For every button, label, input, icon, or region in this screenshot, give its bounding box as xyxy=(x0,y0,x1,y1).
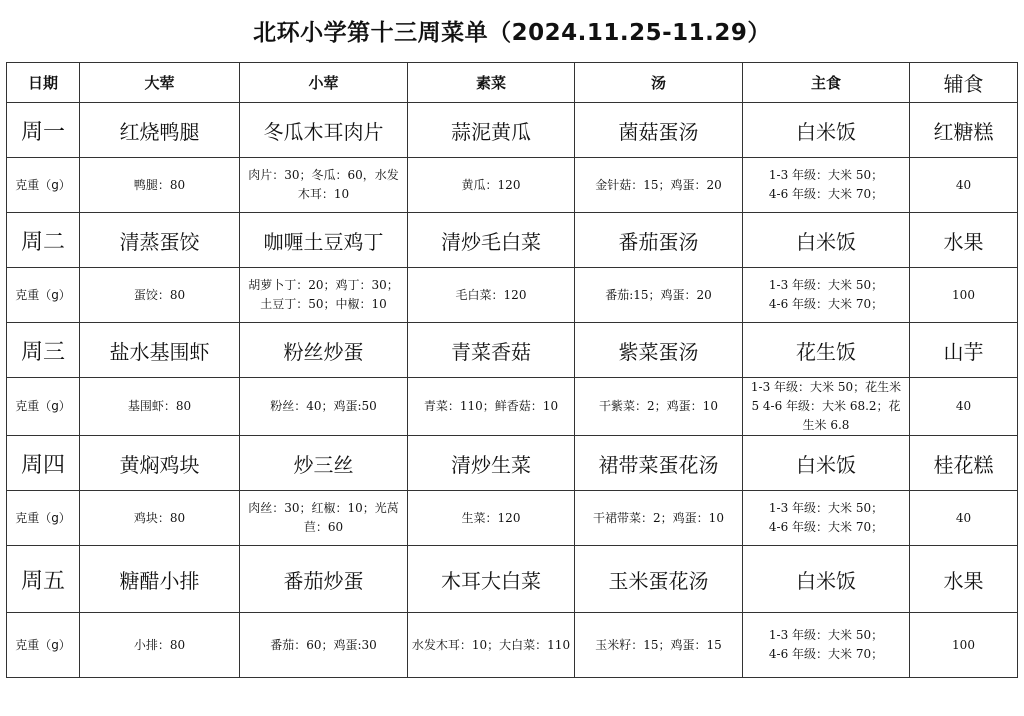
dish-main-meat: 黄焖鸡块 xyxy=(80,436,240,491)
header-soup: 汤 xyxy=(575,63,743,103)
dish-snack: 红糖糕 xyxy=(910,103,1018,158)
qty-vegetable: 青菜：110；鲜香菇：10 xyxy=(408,378,575,436)
page-title: 北环小学第十三周菜单（2024.11.25-11.29） xyxy=(253,20,771,46)
qty-snack: 100 xyxy=(910,613,1018,678)
qty-vegetable: 水发木耳：10；大白菜：110 xyxy=(408,613,575,678)
dish-side-meat: 炒三丝 xyxy=(240,436,408,491)
qty-side-meat: 肉丝：30；红椒：10；光莴苣：60 xyxy=(240,491,408,546)
qty-snack: 40 xyxy=(910,491,1018,546)
dish-side-meat: 番茄炒蛋 xyxy=(240,546,408,613)
header-snack: 辅食 xyxy=(910,63,1018,103)
qty-staple: 1-3 年级：大米 50； 4-6 年级：大米 70； xyxy=(743,158,910,213)
dish-snack: 水果 xyxy=(910,213,1018,268)
qty-label: 克重（g） xyxy=(7,378,80,436)
qty-soup: 干裙带菜：2；鸡蛋：10 xyxy=(575,491,743,546)
day-label: 周一 xyxy=(7,103,80,158)
day-label: 周三 xyxy=(7,323,80,378)
day-label: 周四 xyxy=(7,436,80,491)
qty-row-tue xyxy=(7,268,1018,323)
qty-snack: 100 xyxy=(910,268,1018,323)
qty-main-meat: 基围虾：80 xyxy=(80,378,240,436)
qty-row-wed xyxy=(7,378,1018,436)
qty-label: 克重（g） xyxy=(7,491,80,546)
qty-row-fri xyxy=(7,613,1018,678)
header-staple: 主食 xyxy=(743,63,910,103)
dish-main-meat: 糖醋小排 xyxy=(80,546,240,613)
dish-row-thu xyxy=(7,436,1018,491)
dish-vegetable: 木耳大白菜 xyxy=(408,546,575,613)
qty-snack: 40 xyxy=(910,378,1018,436)
dish-side-meat: 冬瓜木耳肉片 xyxy=(240,103,408,158)
qty-soup: 干紫菜：2；鸡蛋：10 xyxy=(575,378,743,436)
dish-staple: 花生饭 xyxy=(743,323,910,378)
qty-vegetable: 毛白菜：120 xyxy=(408,268,575,323)
dish-staple: 白米饭 xyxy=(743,436,910,491)
header-side-meat: 小荤 xyxy=(240,63,408,103)
dish-side-meat: 粉丝炒蛋 xyxy=(240,323,408,378)
qty-staple: 1-3 年级：大米 50；花生米 5 4-6 年级：大米 68.2；花生米 6.8 xyxy=(743,378,910,436)
dish-row-tue xyxy=(7,213,1018,268)
dish-main-meat: 盐水基围虾 xyxy=(80,323,240,378)
qty-main-meat: 鸭腿：80 xyxy=(80,158,240,213)
dish-staple: 白米饭 xyxy=(743,103,910,158)
qty-staple: 1-3 年级：大米 50； 4-6 年级：大米 70； xyxy=(743,491,910,546)
qty-side-meat: 粉丝：40；鸡蛋:50 xyxy=(240,378,408,436)
qty-vegetable: 生菜：120 xyxy=(408,491,575,546)
header-date: 日期 xyxy=(7,63,80,103)
qty-side-meat: 肉片：30；冬瓜：60，水发木耳：10 xyxy=(240,158,408,213)
dish-row-fri xyxy=(7,546,1018,613)
qty-row-thu xyxy=(7,491,1018,546)
dish-main-meat: 清蒸蛋饺 xyxy=(80,213,240,268)
dish-row-wed xyxy=(7,323,1018,378)
dish-snack: 水果 xyxy=(910,546,1018,613)
dish-snack: 山芋 xyxy=(910,323,1018,378)
dish-staple: 白米饭 xyxy=(743,213,910,268)
qty-vegetable: 黄瓜：120 xyxy=(408,158,575,213)
dish-snack: 桂花糕 xyxy=(910,436,1018,491)
qty-side-meat: 番茄：60；鸡蛋:30 xyxy=(240,613,408,678)
header-vegetable: 素菜 xyxy=(408,63,575,103)
qty-label: 克重（g） xyxy=(7,613,80,678)
menu-table xyxy=(6,62,1018,678)
qty-label: 克重（g） xyxy=(7,158,80,213)
dish-row-mon xyxy=(7,103,1018,158)
qty-soup: 番茄:15；鸡蛋：20 xyxy=(575,268,743,323)
qty-main-meat: 小排：80 xyxy=(80,613,240,678)
qty-soup: 金针菇：15；鸡蛋：20 xyxy=(575,158,743,213)
dish-side-meat: 咖喱土豆鸡丁 xyxy=(240,213,408,268)
day-label: 周二 xyxy=(7,213,80,268)
dish-main-meat: 红烧鸭腿 xyxy=(80,103,240,158)
day-label: 周五 xyxy=(7,546,80,613)
qty-main-meat: 蛋饺：80 xyxy=(80,268,240,323)
dish-vegetable: 清炒生菜 xyxy=(408,436,575,491)
dish-vegetable: 蒜泥黄瓜 xyxy=(408,103,575,158)
dish-staple: 白米饭 xyxy=(743,546,910,613)
qty-main-meat: 鸡块：80 xyxy=(80,491,240,546)
dish-vegetable: 青菜香菇 xyxy=(408,323,575,378)
dish-soup: 番茄蛋汤 xyxy=(575,213,743,268)
qty-side-meat: 胡萝卜丁：20；鸡丁：30；土豆丁：50；中椒：10 xyxy=(240,268,408,323)
header-row xyxy=(7,63,1018,103)
qty-row-mon xyxy=(7,158,1018,213)
qty-label: 克重（g） xyxy=(7,268,80,323)
qty-staple: 1-3 年级：大米 50； 4-6 年级：大米 70； xyxy=(743,613,910,678)
qty-soup: 玉米籽：15；鸡蛋：15 xyxy=(575,613,743,678)
dish-soup: 菌菇蛋汤 xyxy=(575,103,743,158)
dish-soup: 紫菜蛋汤 xyxy=(575,323,743,378)
qty-staple: 1-3 年级：大米 50； 4-6 年级：大米 70； xyxy=(743,268,910,323)
dish-vegetable: 清炒毛白菜 xyxy=(408,213,575,268)
header-main-meat: 大荤 xyxy=(80,63,240,103)
qty-snack: 40 xyxy=(910,158,1018,213)
dish-soup: 裙带菜蛋花汤 xyxy=(575,436,743,491)
dish-soup: 玉米蛋花汤 xyxy=(575,546,743,613)
